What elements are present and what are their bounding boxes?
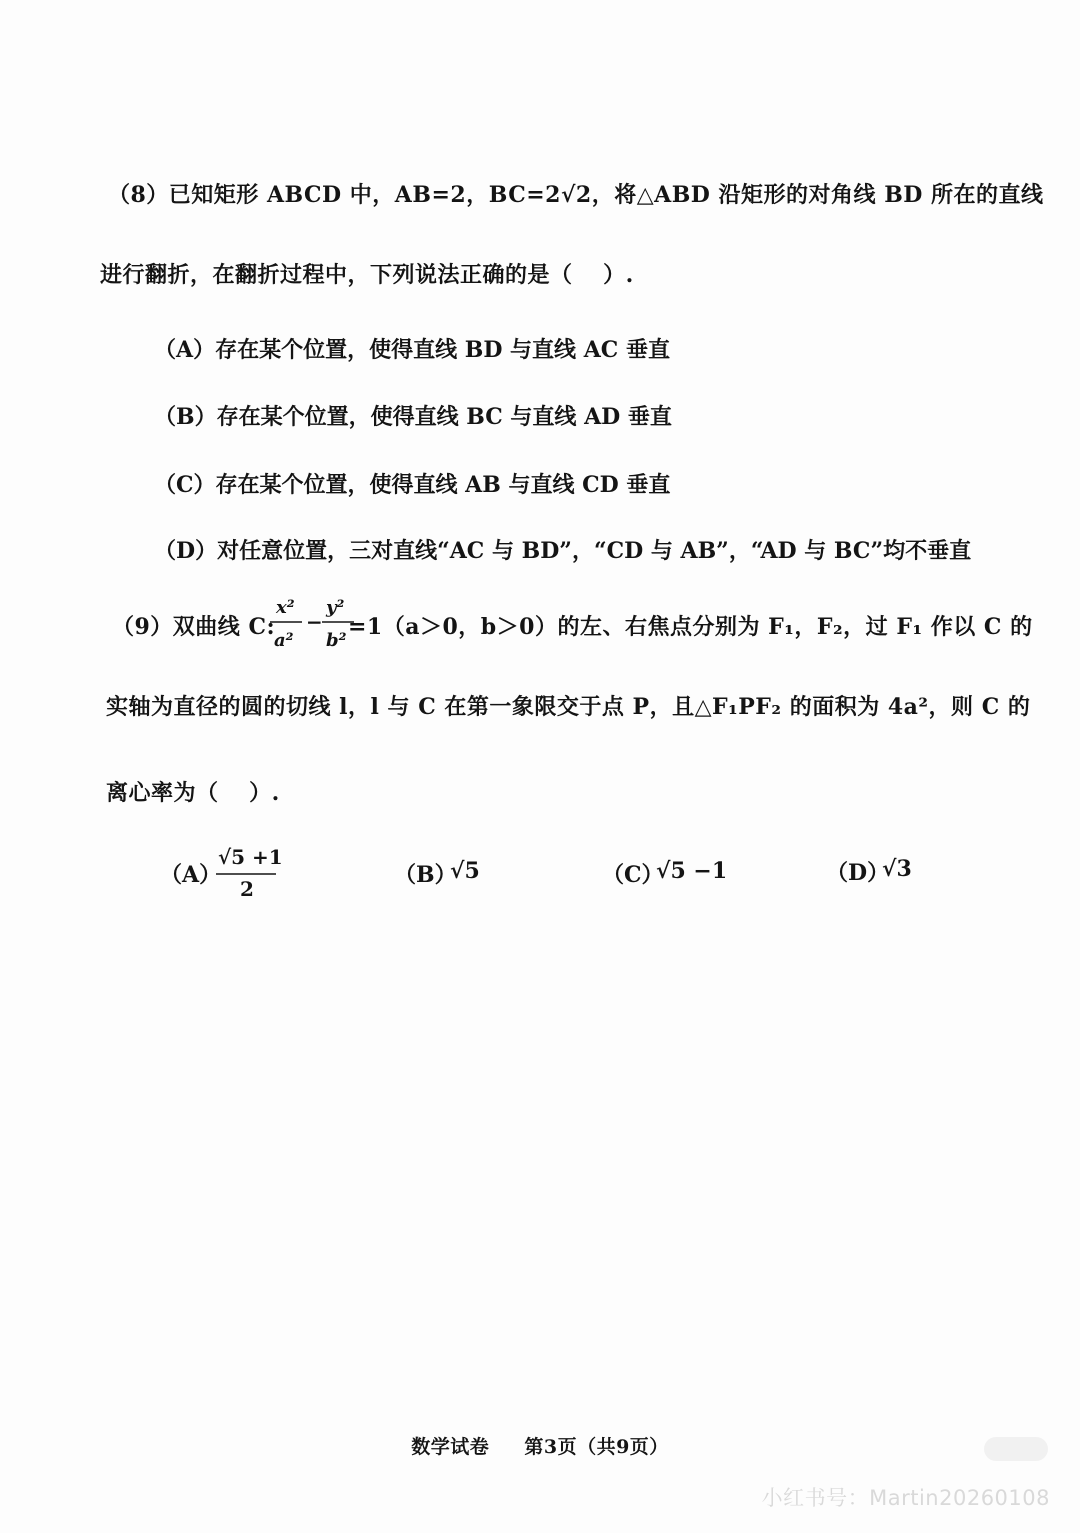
q9-choice-b-value: √5 [450,858,480,884]
q8-stem-line1: （8）已知矩形 ABCD 中，AB=2，BC=2√2，将△ABD 沿矩形的对角线 BD 所在的直线 [108,182,1044,208]
q9-stem-line2: 实轴为直径的圆的切线 l，l 与 C 在第一象限交于点 P，且△F₁PF₂ 的面积为 4a²，则 C 的 [106,694,1031,720]
q9-stem-line3: 离心率为（ ）. [106,780,280,806]
footer-page-number: 第3页（共9页） [524,1436,669,1458]
q9-choice-c-label: （C） [602,862,664,888]
q9-choice-a-fraction [214,840,286,902]
q9-choice-b-label: （B） [394,862,457,888]
frac1-numerator: x² [276,597,295,618]
q9-choice-c-value: √5 −1 [656,858,728,884]
q9-choice-d-value: √3 [882,856,912,882]
q9-line1-suffix: =1（a＞0，b＞0）的左、右焦点分别为 F₁，F₂，过 F₁ 作以 C 的 [348,614,1033,640]
q8-option-d: （D）对任意位置，三对直线“AC 与 BD”，“CD 与 AB”，“AD 与 BC”均不垂直 [154,538,972,564]
page-footer [0,1432,1080,1459]
minus-sign: − [306,610,323,634]
choice-a-numerator: √5 +1 [218,845,283,869]
choice-a-denominator: 2 [240,877,254,901]
q8-option-a: （A）存在某个位置，使得直线 BD 与直线 AC 垂直 [154,337,670,363]
q9-choice-a-label: （A） [160,862,222,888]
q9-choice-d-label: （D） [826,860,890,886]
footer-subject: 数学试卷 [411,1436,490,1458]
frac2-numerator: y² [326,597,345,618]
watermark-badge [984,1437,1048,1461]
q8-option-b: （B）存在某个位置，使得直线 BC 与直线 AD 垂直 [154,404,672,430]
watermark-text: 小红书号：Martin20260108 [761,1486,1050,1510]
q9-prefix: （9）双曲线 C: [112,614,276,640]
q8-option-c: （C）存在某个位置，使得直线 AB 与直线 CD 垂直 [154,472,671,498]
frac2-denominator: b² [326,630,347,651]
frac1-denominator: a² [274,630,294,651]
q8-stem-line2: 进行翻折，在翻折过程中，下列说法正确的是（ ）. [100,262,634,288]
